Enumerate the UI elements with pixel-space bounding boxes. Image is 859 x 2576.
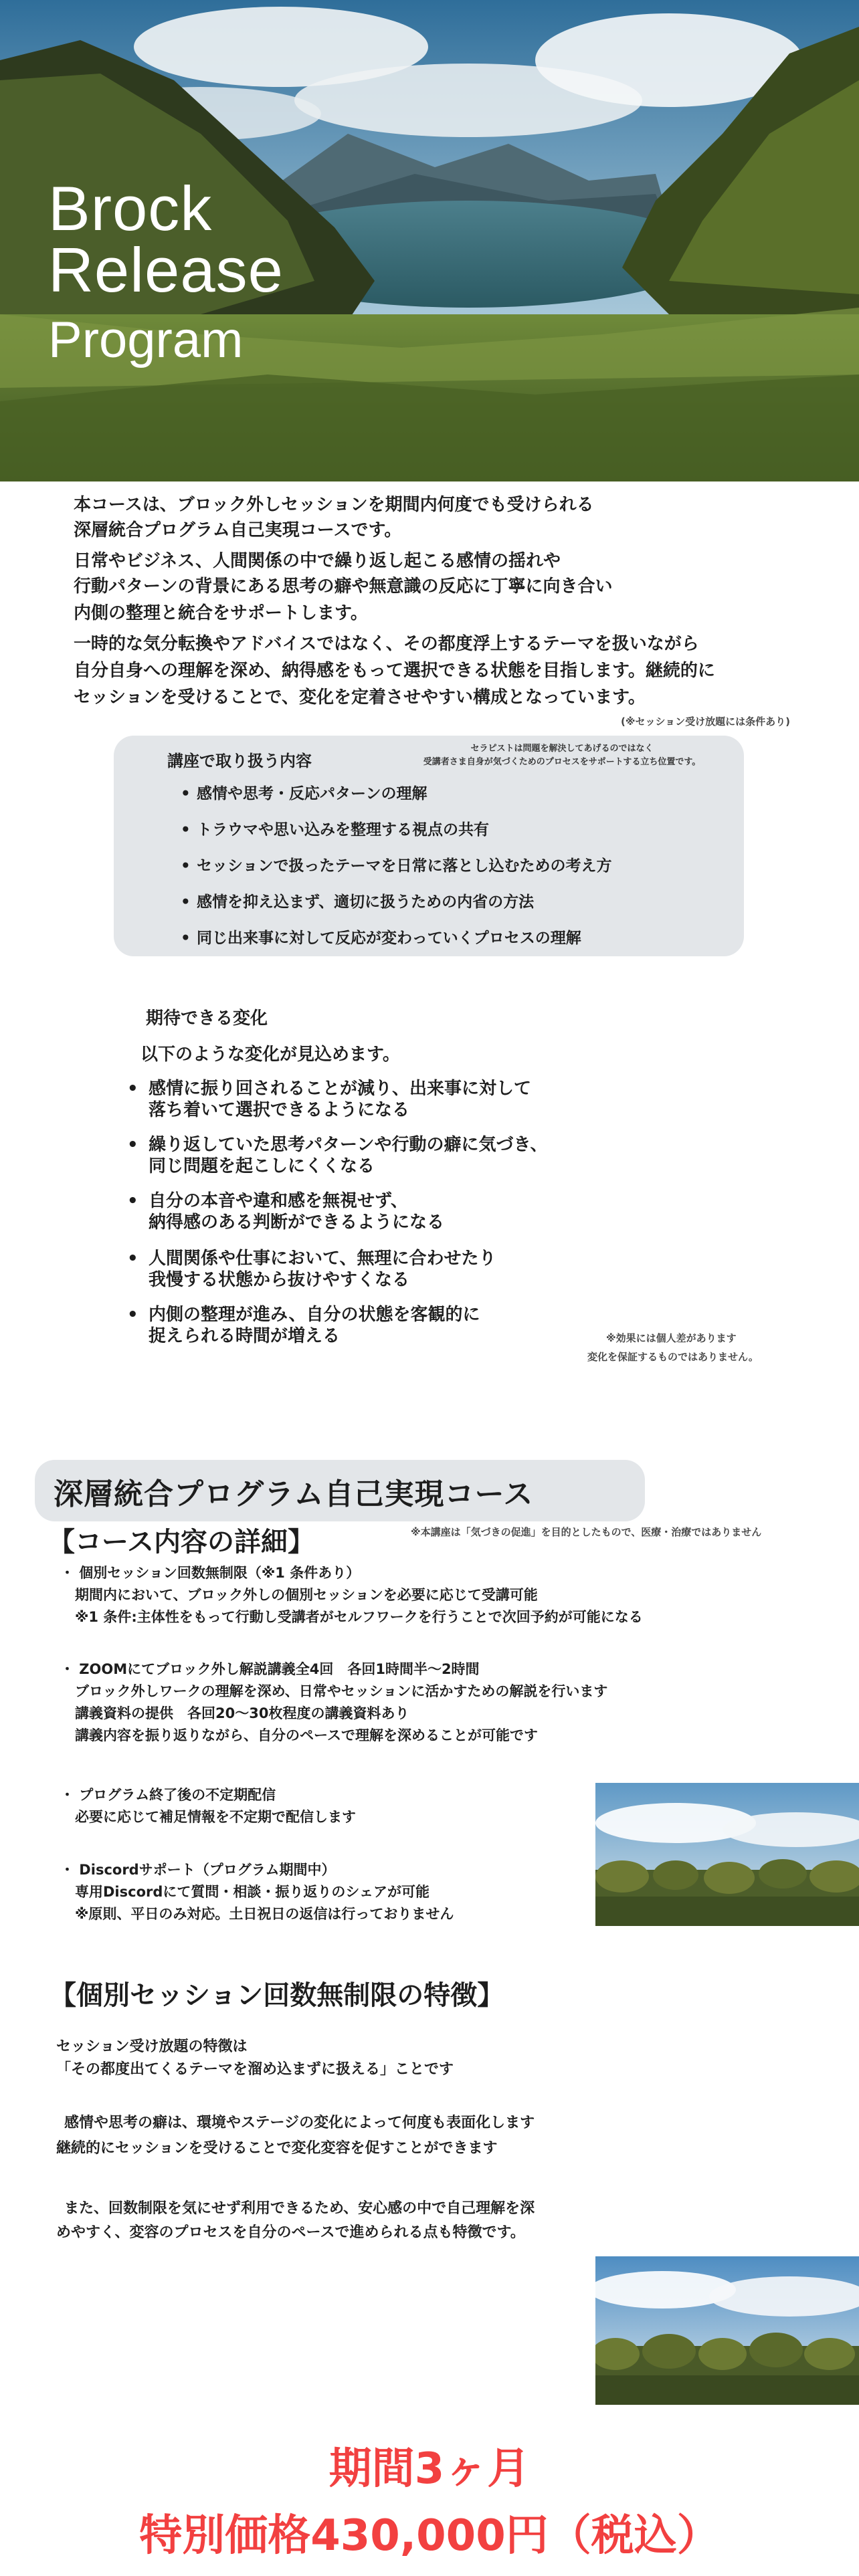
course-block: [60, 1562, 643, 1628]
course-block-line: 専用Discordにて質問・相談・振り返りのシェアが可能: [75, 1884, 430, 1900]
expected-item: • 感情に振り回されることが減り、出来事に対して 落ち着いて選択できるようになる: [127, 1079, 532, 1120]
expected-item: • 内側の整理が進み、自分の状態を客観的に 捉えられる時間が増える: [127, 1305, 480, 1346]
course-block-line: ブロック外しワークの理解を深め、日常やセッションに活かすための解説を行います: [75, 1683, 608, 1699]
expected-heading: 期待できる変化: [146, 1008, 268, 1029]
expected-subheading: 以下のような変化が見込めます。: [140, 1045, 400, 1065]
topics-side-note-2: 受講者さま自身が気づくためのプロセスをサポートする立ち位置です。: [423, 757, 701, 767]
topics-heading: 講座で取り扱う内容: [167, 752, 312, 770]
hero-title-line-2: Release: [48, 235, 284, 305]
intro-line: 内側の整理と統合をサポートします。: [74, 603, 368, 623]
expected-item-line: 人間関係や仕事において、無理に合わせたり: [149, 1249, 496, 1269]
course-block-line: ※1 条件:主体性をもって行動し受講者がセルフワークを行うことで次回予約が可能になる: [75, 1609, 643, 1625]
topic-item-text: セッションで扱ったテーマを日常に落とし込むための考え方: [197, 857, 612, 875]
course-block-title: ・ Discordサポート（プログラム期間中）: [60, 1862, 336, 1878]
unlimited-line: また、回数制限を気にせず利用できるため、安心感の中で自己理解を深: [64, 2200, 535, 2217]
expected-item: • 自分の本音や違和感を無視せず、 納得感のある判断ができるようになる: [127, 1191, 445, 1232]
course-block: [60, 1784, 356, 1828]
topic-item: • 感情を抑え込まず、適切に扱うための内省の方法: [181, 893, 535, 911]
hero-title-line-3: Program: [48, 312, 244, 368]
intro-line: 日常やビジネス、人間関係の中で繰り返し起こる感情の揺れや: [74, 551, 561, 571]
unlimited-line: 継続的にセッションを受けることで変化変容を促すことができます: [56, 2140, 498, 2157]
course-details-heading: 【コース内容の詳細】: [48, 1527, 314, 1558]
unlimited-heading: 【個別セッション回数無制限の特徴】: [50, 1980, 504, 2011]
intro-note: (※セッション受け放題には条件あり): [621, 716, 790, 728]
course-block: [60, 1658, 607, 1747]
course-block-title: ・ プログラム終了後の不定期配信: [60, 1787, 276, 1803]
intro-line: 自分自身への理解を深め、納得感をもって選択できる状態を目指します。継続的に: [74, 661, 715, 681]
expected-item-line: 感情に振り回されることが減り、出来事に対して: [149, 1079, 532, 1099]
topic-item: • トラウマや思い込みを整理する視点の共有: [181, 821, 489, 839]
topic-item-text: 同じ出来事に対して反応が変わっていくプロセスの理解: [197, 930, 581, 947]
expected-item-line: 落ち着いて選択できるようになる: [149, 1100, 410, 1120]
expected-note-1: ※効果には個人差があります: [606, 1332, 737, 1344]
expected-item-line: 捉えられる時間が増える: [149, 1326, 341, 1346]
hero-title-line-1: Brock: [48, 173, 213, 243]
price-period: 期間3ヶ月: [328, 2444, 531, 2494]
topic-item: • セッションで扱ったテーマを日常に落とし込むための考え方: [181, 857, 612, 875]
topic-item: • 同じ出来事に対して反応が変わっていくプロセスの理解: [181, 930, 581, 947]
topic-item-text: 感情を抑え込まず、適切に扱うための内省の方法: [197, 893, 535, 911]
course-title: 深層統合プログラム自己実現コース: [54, 1477, 534, 1511]
intro-line: 本コースは、ブロック外しセッションを期間内何度でも受けられる: [74, 495, 594, 515]
topics-side-note-1: セラピストは問題を解決してあげるのではなく: [470, 744, 654, 754]
unlimited-line: 「その都度出てくるテーマを溜め込まずに扱える」ことです: [56, 2061, 454, 2078]
hills-image: [595, 2256, 859, 2405]
expected-item-line: 内側の整理が進み、自分の状態を客観的に: [149, 1305, 480, 1325]
course-block-title: ・ ZOOMにてブロック外し解説講義全4回 各回1時間半～2時間: [60, 1661, 480, 1677]
course-block-line: ※原則、平日のみ対応。土日祝日の返信は行っておりません: [75, 1906, 454, 1922]
course-block: [60, 1859, 454, 1925]
unlimited-line: めやすく、変容のプロセスを自分のペースで進められる点も特徴です。: [56, 2224, 525, 2241]
intro-line: 深層統合プログラム自己実現コースです。: [74, 520, 402, 540]
course-disclaimer: ※本講座は「気づきの促進」を目的としたもので、医療・治療ではありません: [411, 1526, 762, 1538]
course-block-line: 講義内容を振り返りながら、自分のペースで理解を深めることが可能です: [75, 1727, 538, 1743]
topic-item: • 感情や思考・反応パターンの理解: [181, 785, 427, 802]
expected-item-line: 我慢する状態から抜けやすくなる: [149, 1270, 410, 1290]
expected-item-line: 同じ問題を起こしにくくなる: [149, 1156, 375, 1176]
expected-item-line: 繰り返していた思考パターンや行動の癖に気づき、: [149, 1135, 548, 1155]
unlimited-line: 感情や思考の癖は、環境やステージの変化によって何度も表面化します: [64, 2115, 535, 2131]
expected-item: • 繰り返していた思考パターンや行動の癖に気づき、 同じ問題を起こしにくくなる: [127, 1135, 548, 1176]
course-block-line: 必要に応じて補足情報を不定期で配信します: [75, 1809, 356, 1825]
intro-line: セッションを受けることで、変化を定着させやすい構成となっています。: [74, 687, 646, 708]
intro-line: 行動パターンの背景にある思考の癖や無意識の反応に丁寧に向き合い: [74, 576, 613, 597]
course-block-line: 講義資料の提供 各回20～30枚程度の講義資料あり: [75, 1705, 409, 1721]
topic-item-text: トラウマや思い込みを整理する視点の共有: [197, 821, 489, 839]
hills-image: [595, 1783, 859, 1926]
expected-note-2: 変化を保証するものではありません。: [587, 1351, 759, 1363]
intro-line: 一時的な気分転換やアドバイスではなく、その都度浮上するテーマを扱いながら: [74, 634, 699, 654]
unlimited-line: セッション受け放題の特徴は: [56, 2038, 248, 2055]
expected-item-line: 納得感のある判断ができるようになる: [149, 1212, 445, 1232]
course-block-line: 期間内において、ブロック外しの個別セッションを必要に応じて受講可能: [75, 1587, 538, 1603]
expected-item: • 人間関係や仕事において、無理に合わせたり 我慢する状態から抜けやすくなる: [127, 1249, 496, 1290]
topic-item-text: 感情や思考・反応パターンの理解: [197, 785, 427, 802]
expected-item-line: 自分の本音や違和感を無視せず、: [149, 1191, 408, 1211]
price-special: 特別価格430,000円（税込）: [139, 2511, 720, 2561]
course-block-title: ・ 個別セッション回数無制限（※1 条件あり）: [60, 1565, 361, 1581]
